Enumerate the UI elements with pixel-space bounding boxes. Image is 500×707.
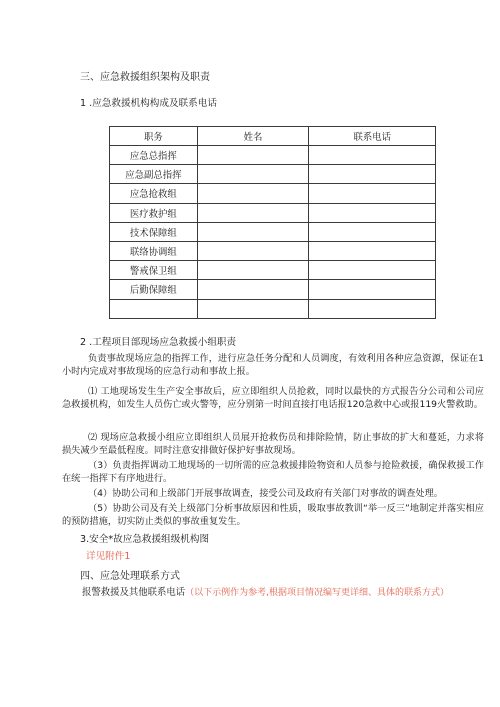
role-cell: 应急副总指挥 xyxy=(110,165,198,184)
name-cell xyxy=(197,241,309,260)
phone-cell xyxy=(309,203,436,222)
role-cell: 技术保障组 xyxy=(110,222,198,241)
template-note: （以下示例作为参考,根据项目情况编写更详细、具体的联系方式） xyxy=(185,588,450,598)
phone-cell xyxy=(309,146,436,165)
name-cell xyxy=(197,203,309,222)
role-cell: 联络协调组 xyxy=(110,241,198,260)
table-row xyxy=(110,261,436,280)
duty-item-4: （4）协助公司和上级部门开展事故调查，接受公司及政府有关部门对事故的调查处理。 xyxy=(88,488,443,499)
role-cell: 后勤保障组 xyxy=(110,280,198,299)
role-cell: 警戒保卫组 xyxy=(110,261,198,280)
table-row xyxy=(110,184,436,203)
table-row xyxy=(110,165,436,184)
duty-item-5: （5）协助公司及有关上级部门分析事故原因和性质，吸取事故教训“举一反三”地制定并落实相应的预防措施，切实防止类似的事故重复发生。 xyxy=(62,503,484,528)
phone-cell xyxy=(309,165,436,184)
column-header-name: 姓名 xyxy=(197,127,309,146)
contact-phone-label: 报警救援及其他联系电话 xyxy=(82,587,186,598)
subsection-1-title: 1 .应急救援机构构成及联系电话 xyxy=(80,98,217,109)
section-4-title: 四、应急处理联系方式 xyxy=(80,571,180,582)
name-cell xyxy=(197,261,309,280)
name-cell xyxy=(197,280,309,299)
section-3-title: 三、应急救援组织架构及职责 xyxy=(80,72,210,83)
subsection-3-title: 3.安全*故应急救援组级机构图 xyxy=(80,534,210,545)
table-row xyxy=(110,280,436,299)
duty-item-1: ⑴ 工地现场发生生产安全事故后，应立即组织人员抢救，同时以最快的方式报告分公司和公司应急救援机构，如发生人员伤亡或火警等，应分别第一时间直接打电话报120急救中心或报119火警救助。 xyxy=(62,386,484,411)
table-row xyxy=(110,241,436,260)
contact-table xyxy=(109,126,436,319)
table-row xyxy=(110,146,436,165)
phone-cell xyxy=(309,280,436,299)
phone-cell xyxy=(309,299,436,318)
subsection-2-title: 2 .工程项目部现场应急救援小组职责 xyxy=(80,337,237,348)
role-cell: 应急总指挥 xyxy=(110,146,198,165)
name-cell xyxy=(197,146,309,165)
column-header-role: 职务 xyxy=(110,127,198,146)
name-cell xyxy=(197,184,309,203)
phone-cell xyxy=(309,241,436,260)
column-header-phone: 联系电话 xyxy=(309,127,436,146)
name-cell xyxy=(197,165,309,184)
phone-cell xyxy=(309,222,436,241)
name-cell xyxy=(197,299,309,318)
role-cell: 应急抢救组 xyxy=(110,184,198,203)
section-4-line xyxy=(82,586,449,600)
phone-cell xyxy=(309,261,436,280)
table-row xyxy=(110,203,436,222)
table-header-row xyxy=(110,127,436,146)
duty-intro-paragraph: 负责事故现场应急的指挥工作，进行应急任务分配和人员调度，有效利用各种应急资源，保证在1小时内完成对事故现场的应急行动和事故上报。 xyxy=(62,353,484,378)
duty-item-3: （3）负责指挥调动工地现场的一切所需的应急救援排险物资和人员参与抢险救援，确保救援工作在统一指挥下有序地进行。 xyxy=(62,460,484,485)
table-row xyxy=(110,222,436,241)
role-cell xyxy=(110,299,198,318)
duty-item-2: ⑵ 现场应急救援小组应立即组织人员展开抢救伤员和排除险情，防止事故的扩大和蔓延，力求将损失减少至最低程度。同时注意安排做好保护好事故现场。 xyxy=(62,432,484,457)
name-cell xyxy=(197,222,309,241)
phone-cell xyxy=(309,184,436,203)
attachment-link[interactable]: 详见附件1 xyxy=(86,551,131,562)
table-row xyxy=(110,299,436,318)
role-cell: 医疗救护组 xyxy=(110,203,198,222)
